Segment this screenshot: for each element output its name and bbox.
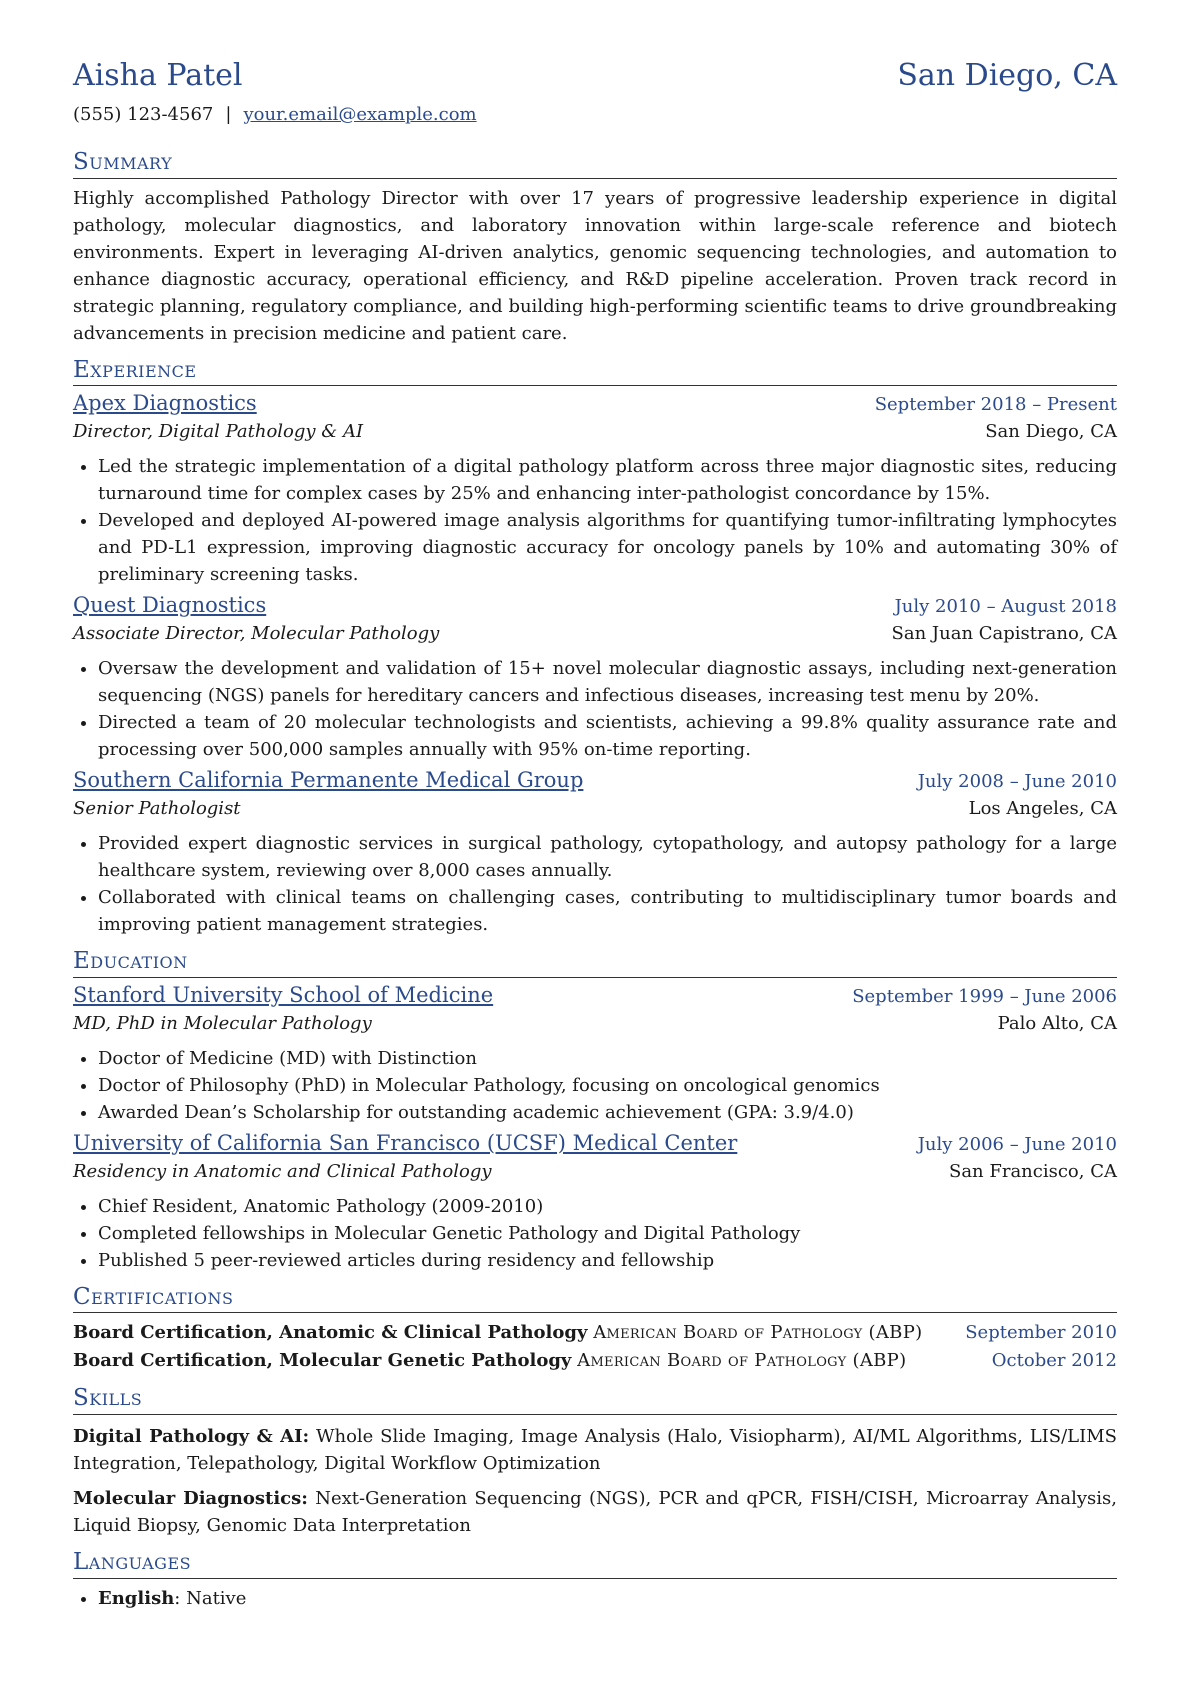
candidate-name: Aisha Patel [73, 58, 243, 93]
bullet-item: • Collaborated with clinical teams on challenging cases, contributing to multidisciplinary tumor boards and improving patient management strategies. [98, 884, 1117, 938]
education-entry [73, 982, 1117, 1126]
school-location: San Francisco, CA [948, 1160, 1117, 1182]
section-title-certifications: Certifications [73, 1284, 1117, 1314]
bullet-item: • Chief Resident, Anatomic Pathology (2009-2010) [98, 1193, 1117, 1220]
school-link[interactable]: Stanford University School of Medicine [73, 982, 494, 1007]
job-org-link[interactable]: Quest Diagnostics [73, 593, 267, 618]
phone-number: (555) 123-4567 [73, 104, 214, 125]
section-title-skills: Skills [73, 1385, 1117, 1415]
job-entry [73, 390, 1117, 588]
bullet-item: • Led the strategic implementation of a digital pathology platform across three major diagnostic sites, reducing turnaround time for complex cases by 25% and enhancing inter-pathologist concordance by 15%. [98, 453, 1117, 507]
bullet-item: • Doctor of Medicine (MD) with Distinction [98, 1045, 1117, 1072]
certification-date: October 2012 [991, 1350, 1117, 1372]
contact-separator: | [225, 104, 232, 125]
job-bullets [73, 655, 1117, 763]
bullet-item: • Provided expert diagnostic services in surgical pathology, cytopathology, and autopsy pathology for a large healthcare system, reviewing over 8,000 cases annually. [98, 830, 1117, 884]
skill-group-label: Digital Pathology & AI: [73, 1425, 310, 1447]
section-title-summary: Summary [73, 149, 1117, 179]
job-dates: September 2018 – Present [874, 394, 1117, 416]
certification-issuer: American Board of Pathology (ABP) [577, 1350, 907, 1372]
skill-group [73, 1423, 1117, 1477]
skill-group [73, 1485, 1117, 1539]
job-org-link[interactable]: Apex Diagnostics [73, 391, 257, 416]
bullet-item: • Awarded Dean’s Scholarship for outstanding academic achievement (GPA: 3.9/4.0) [98, 1099, 1117, 1126]
bullet-item: • Developed and deployed AI-powered image analysis algorithms for quantifying tumor-infiltrating lymphocytes and PD-L1 expression, improving diagnostic accuracy for oncology panels by 10% and automating 30% of preliminary screening tasks. [98, 507, 1117, 588]
skill-group-text: Next-Generation Sequencing (NGS), PCR and qPCR, FISH/CISH, Microarray Analysis, Liquid Biopsy, Genomic Data Interpretation [73, 1487, 1117, 1536]
degree: Residency in Anatomic and Clinical Pathology [73, 1160, 492, 1182]
school-dates: September 1999 – June 2006 [852, 985, 1117, 1007]
certification-name: Board Certification, Molecular Genetic Pathology [73, 1350, 572, 1372]
job-role: Director, Digital Pathology & AI [73, 421, 364, 443]
degree: MD, PhD in Molecular Pathology [73, 1012, 372, 1034]
bullet-item: • Oversaw the development and validation of 15+ novel molecular diagnostic assays, including next-generation sequencing (NGS) panels for hereditary cancers and infectious diseases, increasing test menu by 20%. [98, 655, 1117, 709]
section-title-languages: Languages [73, 1549, 1117, 1579]
section-title-experience: Experience [73, 357, 1117, 387]
section-title-education: Education [73, 948, 1117, 978]
certification-name: Board Certification, Anatomic & Clinical Pathology [73, 1322, 588, 1344]
job-dates: July 2010 – August 2018 [894, 596, 1117, 618]
certification-row [73, 1319, 1117, 1347]
education-entry [73, 1130, 1117, 1274]
school-location: Palo Alto, CA [997, 1012, 1117, 1034]
school-dates: July 2006 – June 2010 [917, 1133, 1117, 1155]
bullet-item: • Published 5 peer-reviewed articles during residency and fellowship [98, 1247, 1117, 1274]
candidate-location: San Diego, CA [897, 58, 1117, 93]
bullet-item: • Completed fellowships in Molecular Genetic Pathology and Digital Pathology [98, 1220, 1117, 1247]
job-entry [73, 592, 1117, 763]
languages-list [73, 1585, 1117, 1612]
job-dates: July 2008 – June 2010 [917, 771, 1117, 793]
job-location: San Diego, CA [985, 421, 1117, 443]
language-level: : Native [174, 1587, 247, 1609]
job-location: Los Angeles, CA [968, 798, 1117, 820]
job-bullets [73, 453, 1117, 588]
skill-group-label: Molecular Diagnostics: [73, 1487, 308, 1509]
email-link[interactable]: your.email@example.com [243, 104, 477, 125]
certification-issuer: American Board of Pathology (ABP) [593, 1322, 923, 1344]
summary-text: Highly accomplished Pathology Director with over 17 years of progressive leadership experience in digital pathology, molecular diagnostics, and laboratory innovation within large-scale reference and biotech environments. Expert in leveraging AI-driven analytics, genomic sequencing technologies, and automation to enhance diagnostic accuracy, operational efficiency, and R&D pipeline acceleration. Proven track record in strategic planning, regulatory compliance, and building high-performing scientific teams to drive groundbreaking advancements in precision medicine and patient care. [73, 187, 1117, 344]
bullet-item: • Doctor of Philosophy (PhD) in Molecular Pathology, focusing on oncological genomics [98, 1072, 1117, 1099]
job-location: San Juan Capistrano, CA [891, 623, 1117, 645]
education-bullets [73, 1045, 1117, 1126]
bullet-item: • Directed a team of 20 molecular technologists and scientists, achieving a 99.8% quality assurance rate and processing over 500,000 samples annually with 95% on-time reporting. [98, 709, 1117, 763]
skill-group-text: Whole Slide Imaging, Image Analysis (Halo, Visiopharm), AI/ML Algorithms, LIS/LIMS Integration, Telepathology, Digital Workflow Optimization [73, 1425, 1117, 1474]
language-item [98, 1585, 1117, 1612]
education-bullets [73, 1193, 1117, 1274]
contact-line [73, 104, 1117, 125]
job-bullets [73, 830, 1117, 938]
job-role: Senior Pathologist [73, 798, 241, 820]
resume-header [73, 58, 1117, 94]
job-entry [73, 767, 1117, 938]
school-link[interactable]: University of California San Francisco (UCSF) Medical Center [73, 1130, 738, 1155]
job-role: Associate Director, Molecular Pathology [73, 623, 440, 645]
certification-row [73, 1347, 1117, 1375]
certification-date: September 2010 [965, 1322, 1117, 1344]
language-name: English [98, 1587, 175, 1609]
certifications-list [73, 1319, 1117, 1375]
job-org-link[interactable]: Southern California Permanente Medical Group [73, 768, 584, 793]
